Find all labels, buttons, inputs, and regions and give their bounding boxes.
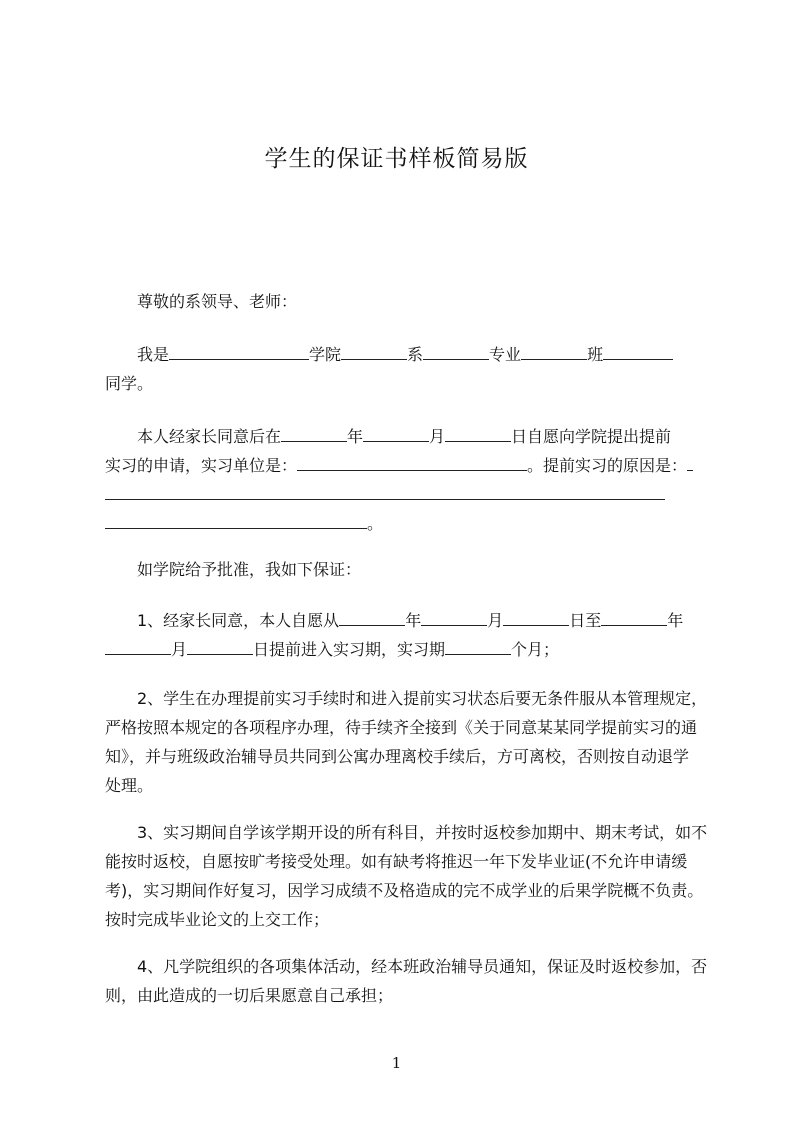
paragraph-guarantee-intro [105, 555, 705, 584]
text-months: 个月； [511, 640, 560, 659]
text-from-year: 年 [405, 611, 422, 630]
blank-apply-month[interactable] [363, 426, 429, 442]
text-item1-start: 1、经家长同意，本人自愿从 [137, 611, 340, 630]
text-period: 。 [367, 514, 384, 533]
item-2-line-3: 知》，并与班级政治辅导员共同到公寓办理离校手续后，方可离校，否则按自动退学 [105, 747, 690, 766]
text-reason: 。提前实习的原因是： [527, 456, 688, 475]
text-to-month: 月 [171, 640, 188, 659]
blank-reason-3[interactable] [105, 513, 367, 529]
paragraph-application [105, 422, 705, 538]
identity-line-1 [105, 340, 705, 369]
blank-class[interactable] [521, 344, 587, 360]
guarantee-intro-text: 如学院给予批准，我如下保证： [137, 560, 362, 579]
blank-apply-day[interactable] [445, 426, 511, 442]
item-3 [105, 818, 708, 934]
text-college: 学院 [309, 345, 342, 364]
text-internship-unit: 实习的申请，实习单位是： [105, 456, 298, 475]
blank-from-month[interactable] [421, 610, 487, 626]
blank-months[interactable] [445, 639, 511, 655]
text-class: 班 [587, 345, 604, 364]
text-year: 年 [347, 427, 364, 446]
blank-department[interactable] [341, 344, 407, 360]
item-2-line-2: 严格按照本规定的各项程序办理，待手续齐全接到《关于同意某某同学提前实习的通 [105, 718, 698, 737]
blank-internship-unit[interactable] [297, 455, 527, 471]
text-parent-consent: 本人经家长同意后在 [137, 427, 282, 446]
blank-apply-year[interactable] [281, 426, 347, 442]
text-to: 日至 [569, 611, 602, 630]
blank-from-year[interactable] [339, 610, 405, 626]
item-3-line-3: 考)，实习期间作好复习，因学习成绩不及格造成的完不成学业的后果学院概不负责。 [105, 881, 704, 900]
item-2-line-1: 2、学生在办理提前实习手续时和进入提前实习状态后要无条件服从本管理规定， [137, 689, 708, 708]
document-title: 学生的保证书样板简易版 [264, 146, 529, 172]
blank-reason-1[interactable] [105, 484, 320, 500]
item-2 [105, 684, 708, 800]
page-number: 1 [391, 1054, 402, 1072]
greeting-text: 尊敬的系领导、老师： [137, 292, 298, 311]
blank-to-year[interactable] [601, 610, 667, 626]
application-line-4 [105, 509, 705, 538]
text-day-apply: 日自愿向学院提出提前 [511, 427, 672, 446]
item-1 [105, 606, 705, 664]
blank-student[interactable] [603, 344, 673, 360]
greeting [105, 287, 705, 316]
item-1-line-1 [105, 606, 705, 635]
blank-to-month[interactable] [105, 639, 171, 655]
item-4-line-1: 4、凡学院组织的各项集体活动，经本班政治辅导员通知，保证及时返校参加，否 [137, 957, 708, 976]
application-line-1 [105, 422, 705, 451]
item-3-line-2: 能按时返校，自愿按旷考接受处理。如有缺考将推迟一年下发毕业证(不允许申请缓 [105, 852, 688, 871]
application-line-2 [105, 451, 705, 480]
item-1-line-2 [105, 635, 705, 664]
blank-major[interactable] [423, 344, 489, 360]
item-3-line-1: 3、实习期间自学该学期开设的所有科目，并按时返校参加期中、期末考试，如不 [137, 823, 708, 842]
blank-to-day[interactable] [187, 639, 253, 655]
application-line-3 [105, 480, 705, 509]
item-4-line-2: 则，由此造成的一切后果愿意自己承担； [105, 986, 394, 1005]
text-wo-shi: 我是 [137, 345, 170, 364]
item-3-line-4: 按时完成毕业论文的上交工作； [105, 910, 330, 929]
text-to-year: 年 [667, 611, 684, 630]
paragraph-identity [105, 340, 705, 398]
text-from-month: 月 [487, 611, 504, 630]
item-2-line-4: 处理。 [105, 776, 154, 795]
blank-college[interactable] [169, 344, 309, 360]
blank-reason-start[interactable] [687, 455, 693, 471]
item-4 [105, 952, 708, 1010]
text-internship-period: 日提前进入实习期，实习期 [253, 640, 446, 659]
blank-from-day[interactable] [503, 610, 569, 626]
text-department: 系 [407, 345, 424, 364]
blank-reason-2[interactable] [320, 484, 665, 500]
text-month: 月 [429, 427, 446, 446]
identity-line-2: 同学。 [105, 374, 154, 393]
text-major: 专业 [489, 345, 522, 364]
